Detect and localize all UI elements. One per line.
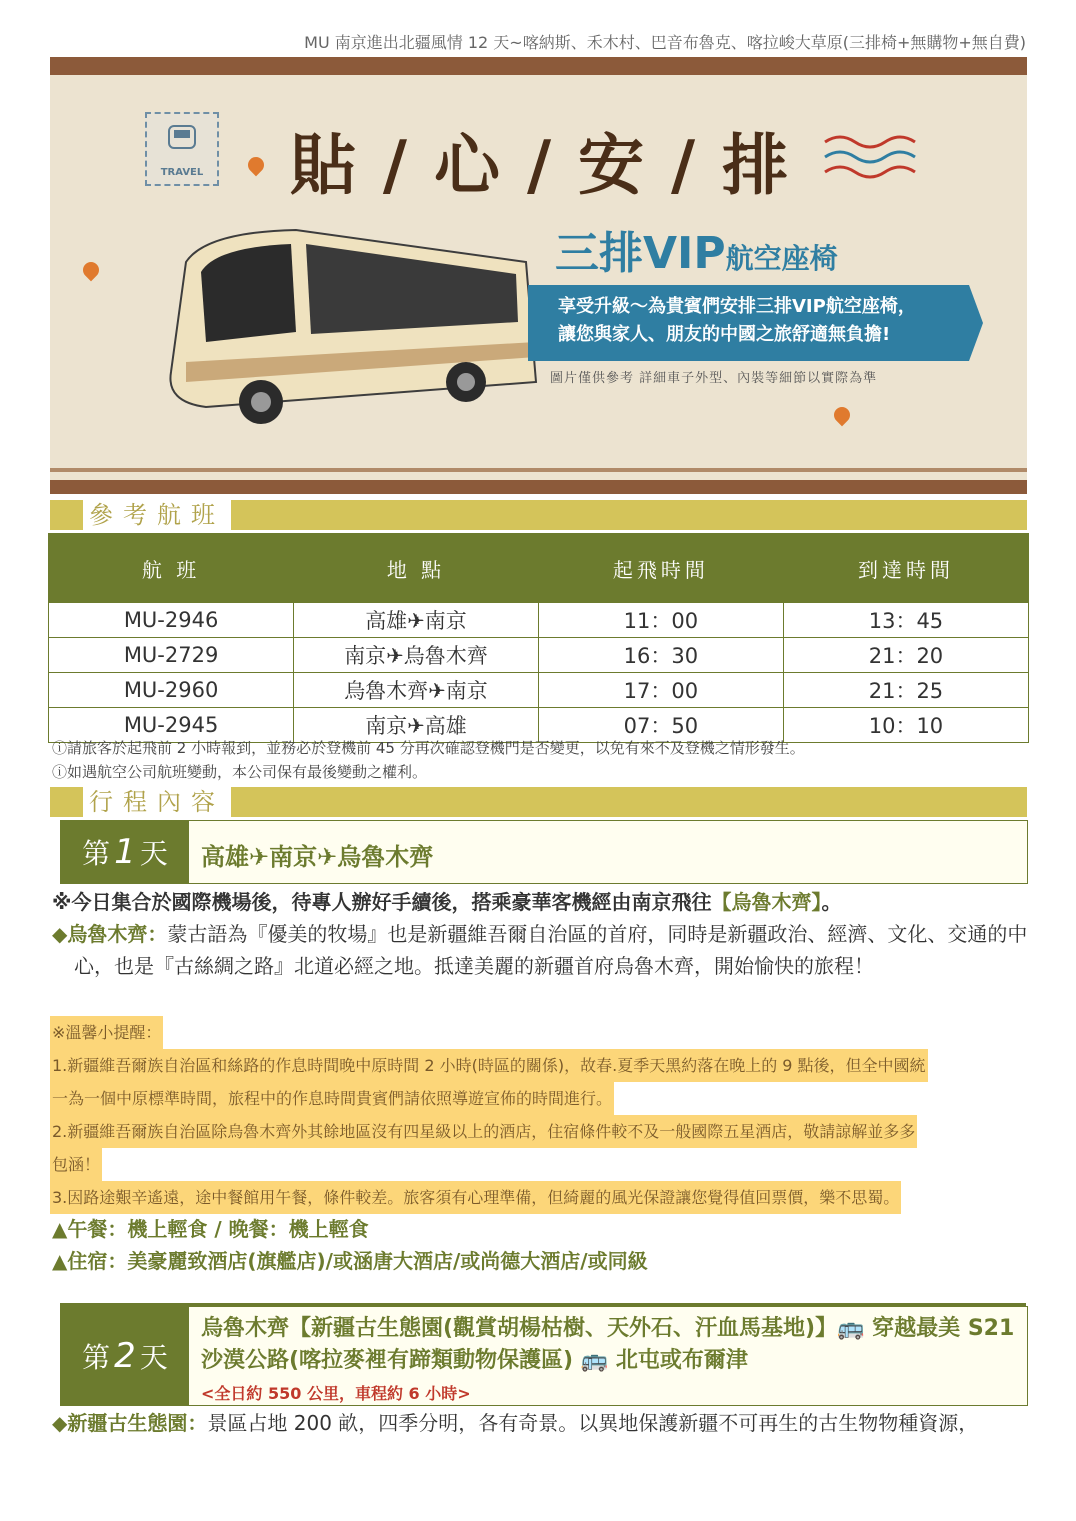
arrival-time: 21：25 — [783, 673, 1028, 708]
wavy-lines-icon — [820, 122, 940, 192]
promo-banner — [50, 57, 1027, 494]
flight-route: 高雄✈南京 — [294, 603, 539, 638]
column-header: 起飛時間 — [538, 534, 783, 603]
banner-top-bar — [50, 57, 1027, 75]
day-title: 高雄✈南京✈烏魯木齊 — [201, 843, 434, 871]
flight-route: 南京✈烏魯木齊 — [294, 638, 539, 673]
table-row — [49, 638, 1029, 673]
tips-title: ※溫馨小提醒： — [50, 1016, 163, 1049]
spot-description: ◆烏魯木齊：蒙古語為『優美的牧場』也是新疆維吾爾自治區的首府，同時是新疆政治、經濟、文化、交通的中心，也是『古絲綢之路』北道必經之地。抵達美麗的新疆首府烏魯木齊，開始愉快的旅程！ — [52, 922, 1028, 978]
tip-text: 2.新疆維吾爾族自治區除烏魯木齊外其餘地區沒有四星級以上的酒店，住宿條件較不及一般國際五星酒店，敬請諒解並多多 — [50, 1115, 917, 1148]
meals-info: ▲午餐：機上輕食 / 晚餐：機上輕食 — [52, 1217, 369, 1241]
column-header: 到達時間 — [783, 534, 1028, 603]
section-label: 參考航班 — [83, 496, 231, 534]
flight-number: MU-2946 — [49, 603, 294, 638]
table-row — [49, 603, 1029, 638]
document-header: MU 南京進出北疆風情 12 天~喀納斯、禾木村、巴音布魯克、喀拉峻大草原(三排椅+無購物+無自費) — [304, 33, 1026, 52]
distance-info: <全日約 550 公里，車程約 6 小時> — [201, 1384, 471, 1403]
location-pin-icon — [831, 404, 854, 427]
flight-note: ⓘ請旅客於起飛前 2 小時報到，並務必於登機前 45 分再次確認登機門是否變更，以免有來不及登機之情形發生。 — [52, 739, 805, 757]
day-1-header — [60, 820, 1028, 884]
flight-number: MU-2945 — [49, 708, 294, 743]
departure-time: 17：00 — [538, 673, 783, 708]
section-label: 行程內容 — [83, 783, 231, 821]
day-title: 沙漠公路(喀拉麥裡有蹄類動物保護區) 🚌 北屯或布爾津 — [201, 1348, 748, 1373]
flight-route: 烏魯木齊✈南京 — [294, 673, 539, 708]
day-2-header — [60, 1306, 1028, 1406]
departure-time: 07：50 — [538, 708, 783, 743]
flight-note: ⓘ如遇航空公司航班變動，本公司保有最後變動之權利。 — [52, 763, 428, 781]
banner-bottom-line — [50, 468, 1027, 472]
banner-ribbon: 享受升級～為貴賓們安排三排VIP航空座椅， 讓您與家人、朋友的中國之旅舒適無負擔! — [528, 285, 969, 361]
tip-text: 3.因路途艱辛遙遠，途中餐館用午餐，條件較差。旅客須有心理準備，但綺麗的風光保證讓您覺得值回票價，樂不思蜀。 — [50, 1181, 901, 1214]
banner-title: 貼 / 心 / 安 / 排 — [289, 126, 791, 204]
day-tag: 第 2 天 — [61, 1307, 189, 1405]
tip-text: 1.新疆維吾爾族自治區和絲路的作息時間晚中原時間 2 小時(時區的關係)，故春.夏季天黑約落在晚上的 9 點後，但全中國統 — [50, 1049, 928, 1082]
flight-number: MU-2960 — [49, 673, 294, 708]
day-tag: 第 1 天 — [61, 821, 189, 883]
bus-icon — [146, 222, 546, 442]
departure-time: 11：00 — [538, 603, 783, 638]
day-1-intro: ※今日集合於國際機場後，待專人辦好手續後，搭乘豪華客機經由南京飛往【烏魯木齊】。 — [52, 890, 842, 914]
departure-time: 16：30 — [538, 638, 783, 673]
flight-number: MU-2729 — [49, 638, 294, 673]
arrival-time: 10：10 — [783, 708, 1028, 743]
day-title: 烏魯木齊【新疆古生態園(觀賞胡楊枯樹、天外石、汗血馬基地)】🚌 穿越最美 S21 — [201, 1316, 1015, 1341]
tip-text: 一為一個中原標準時間，旅程中的作息時間貴賓們請依照導遊宣佈的時間進行。 — [50, 1082, 614, 1115]
column-header: 地 點 — [294, 534, 539, 603]
hotel-info: ▲住宿：美豪麗致酒店(旗艦店)/或涵唐大酒店/或尚德大酒店/或同級 — [52, 1249, 648, 1273]
banner-disclaimer: 圖片僅供參考 詳細車子外型、內裝等細節以實際為準 — [550, 371, 878, 386]
flight-table — [48, 533, 1029, 743]
table-row — [49, 673, 1029, 708]
arrival-time: 21：20 — [783, 638, 1028, 673]
arrival-time: 13：45 — [783, 603, 1028, 638]
banner-subtitle: 三排VIP航空座椅 — [555, 228, 838, 279]
table-header-row — [49, 534, 1029, 603]
travel-stamp-icon: TRAVEL — [145, 112, 219, 186]
tip-text: 包涵！ — [50, 1148, 102, 1181]
spot-description: ◆新疆古生態園：景區占地 200 畝，四季分明，各有奇景。以異地保護新疆不可再生的古生物物種資源， — [52, 1411, 979, 1435]
location-pin-icon — [80, 259, 103, 282]
section-header-itinerary — [50, 787, 1027, 817]
location-pin-icon — [245, 154, 268, 177]
flight-route: 南京✈高雄 — [294, 708, 539, 743]
column-header: 航 班 — [49, 534, 294, 603]
section-header-flights — [50, 500, 1027, 530]
banner-bottom-bar — [50, 480, 1027, 494]
